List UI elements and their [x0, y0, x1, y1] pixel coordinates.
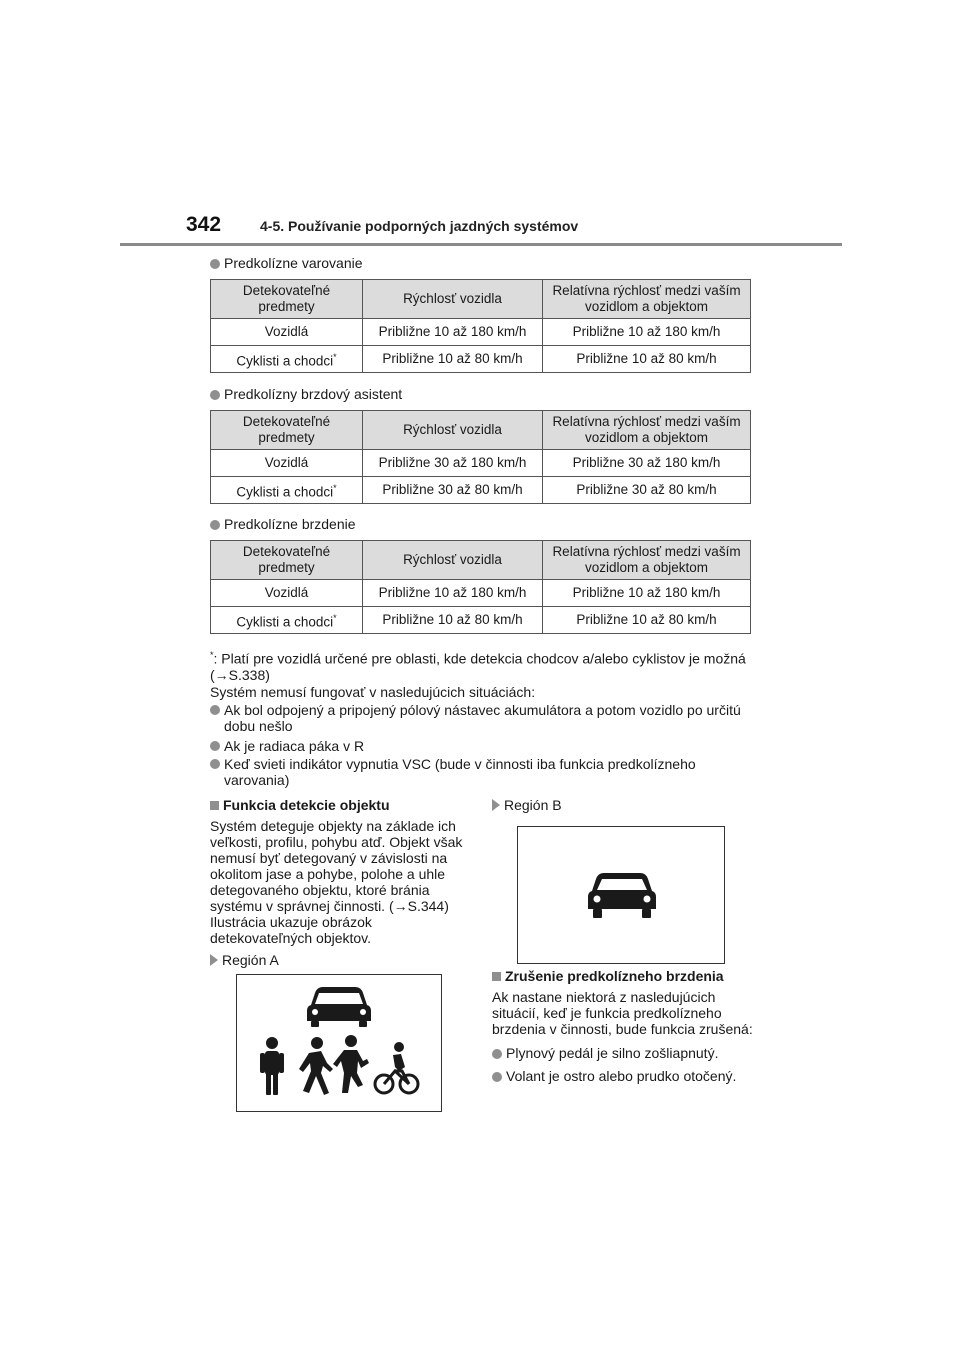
car-icon	[307, 987, 371, 1027]
list-item: Ak je radiaca páka v R	[210, 738, 755, 754]
bullet-icon	[210, 520, 220, 530]
section-heading: Predkolízne varovanie	[210, 255, 363, 271]
list-item: Plynový pedál je silno zošliapnutý.	[492, 1045, 718, 1061]
bullet-icon	[210, 759, 220, 769]
cancel-heading: Zrušenie predkolízneho brzdenia	[492, 968, 724, 984]
header-objects: Detekovateľné predmety	[211, 280, 363, 319]
detection-text: Systém deteguje objekty na základe ich veľkosti, profilu, pohybu atď. Objekt však nemusí byť detegovaný v závislosti na okolitom jase a pohybe, polohe a uhle detegovaného objektu, ktoré bránia systému v správnej činnosti. (→S.344) Ilustrácia ukazuje obrázok detekovateľných objektov.	[210, 818, 463, 946]
car-icon	[588, 873, 656, 918]
header-relative-speed: Relatívna rýchlosť medzi vaším vozidlom a objektom	[543, 280, 751, 319]
detection-heading: Funkcia detekcie objektu	[210, 797, 390, 813]
section-heading: Predkolízny brzdový asistent	[210, 386, 402, 402]
cancel-text: Ak nastane niektorá z nasledujúcich situácií, keď je funkcia predkolízneho brzdenia v činnosti, bude funkcia zrušená:	[492, 989, 753, 1037]
table-row: Cyklisti a chodci* Približne 30 až 80 km/h Približne 30 až 80 km/h	[211, 477, 751, 504]
list-item: Keď svieti indikátor vypnutia VSC (bude v činnosti iba funkcia predkolízneho varovania)	[210, 756, 755, 788]
pedestrian-icon	[299, 1037, 333, 1095]
arrow-icon	[492, 799, 500, 811]
arrow-icon	[210, 954, 218, 966]
list-item: Volant je ostro alebo prudko otočený.	[492, 1068, 736, 1084]
spec-table	[210, 279, 751, 373]
bullet-icon	[210, 259, 220, 269]
page-number: 342	[186, 213, 222, 236]
spec-table: Detekovateľné predmety Rýchlosť vozidla Relatívna rýchlosť medzi vaším vozidlom a objektom Vozidlá Približne 10 až 180 km/h Približne 10 až 180 km/h Cyklisti a chodci* Približne 10 až 80 km/h Približne 10 až 80 km/h	[210, 540, 751, 634]
cyclist-icon	[375, 1071, 418, 1093]
table-row: Vozidlá Približne 10 až 180 km/h Približne 10 až 180 km/h	[211, 580, 751, 607]
square-bullet-icon	[210, 801, 219, 810]
table-row: Cyklisti a chodci* Približne 10 až 80 km/h Približne 10 až 80 km/h	[211, 607, 751, 634]
region-a-label: Región A	[210, 952, 279, 968]
region-a-illustration	[236, 974, 442, 1112]
table-row: Cyklisti a chodci* Približne 10 až 80 km/h Približne 10 až 80 km/h	[211, 346, 751, 373]
region-b-illustration	[517, 826, 725, 964]
chapter-title: 4-5. Používanie podporných jazdných systémov	[260, 218, 579, 234]
footnote: *: Platí pre vozidlá určené pre oblasti, kde detekcia chodcov a/alebo cyklistov je možná (→S.338)	[210, 650, 746, 683]
bullet-icon	[492, 1049, 502, 1059]
bullet-icon	[210, 705, 220, 715]
situations-intro: Systém nemusí fungovať v nasledujúcich situáciách:	[210, 684, 536, 700]
region-b-label: Región B	[492, 797, 562, 813]
spec-table: Detekovateľné predmety Rýchlosť vozidla Relatívna rýchlosť medzi vaším vozidlom a objektom Vozidlá Približne 30 až 180 km/h Približne 30 až 180 km/h Cyklisti a chodci* Približne 30 až 80 km/h Približne 30 až 80 km/h	[210, 410, 751, 504]
bullet-icon	[210, 741, 220, 751]
pedestrian-icon	[333, 1035, 369, 1093]
section-heading: Predkolízne brzdenie	[210, 516, 356, 532]
table-row: Vozidlá Približne 30 až 180 km/h Približne 30 až 180 km/h	[211, 450, 751, 477]
square-bullet-icon	[492, 972, 501, 981]
bullet-icon	[492, 1072, 502, 1082]
pedestrian-icon	[260, 1037, 284, 1095]
bullet-icon	[210, 390, 220, 400]
header-speed: Rýchlosť vozidla	[363, 280, 543, 319]
table-row: Vozidlá Približne 10 až 180 km/h Približne 10 až 180 km/h	[211, 319, 751, 346]
list-item: Ak bol odpojený a pripojený pólový nástavec akumulátora a potom vozidlo po určitú dobu nešlo	[210, 702, 755, 734]
header-rule	[120, 243, 842, 246]
